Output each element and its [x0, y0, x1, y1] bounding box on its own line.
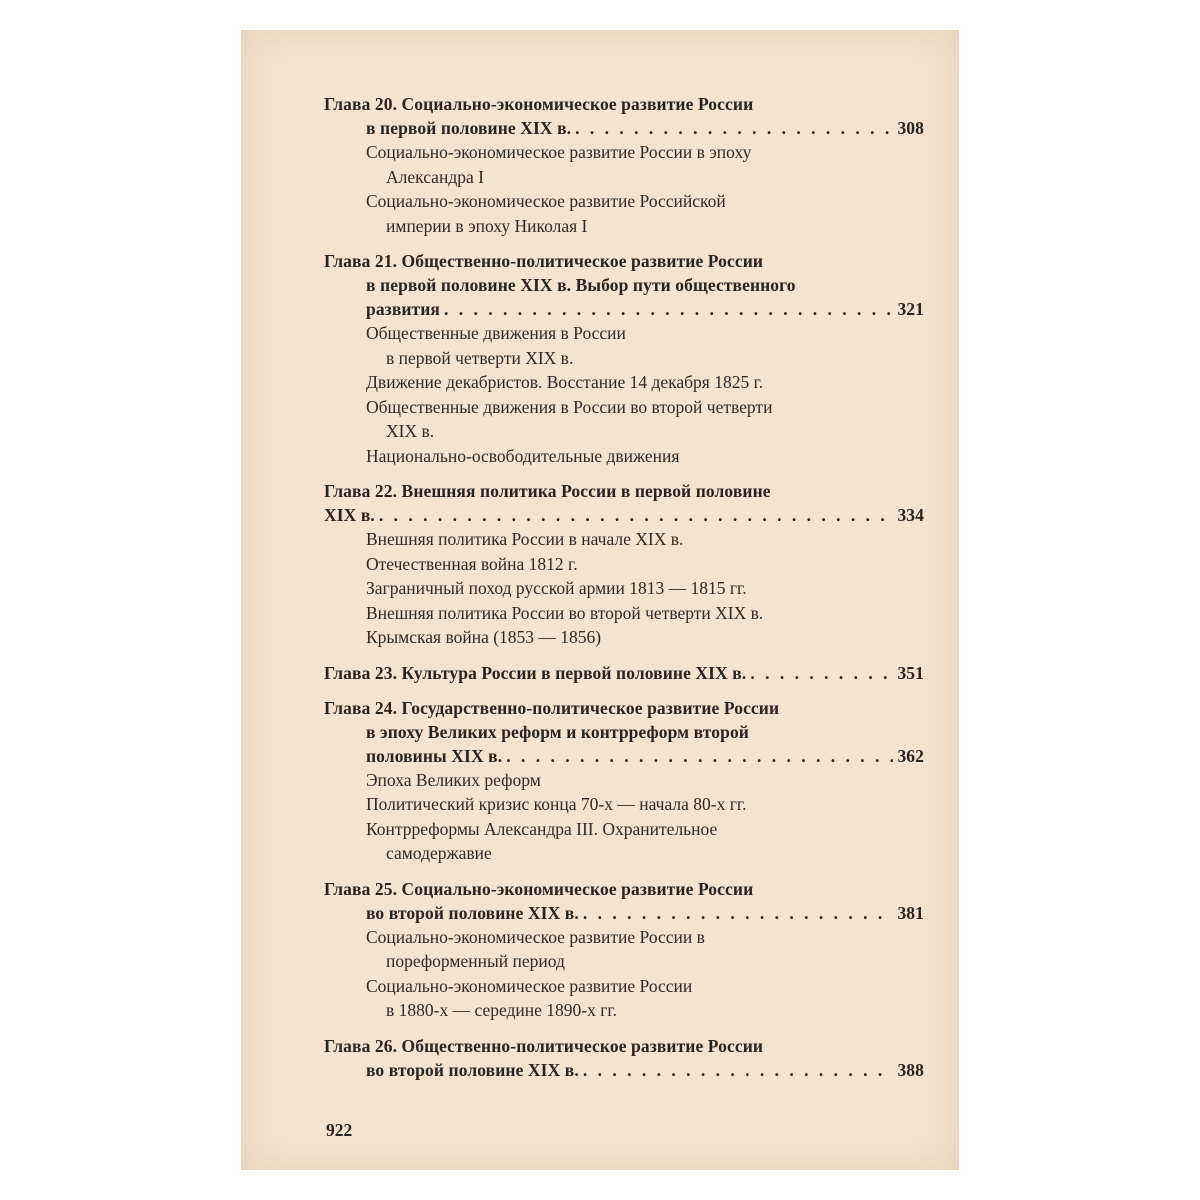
chapter-title-cont [324, 744, 924, 768]
toc-chapter-20 [324, 92, 924, 238]
dot-leader [750, 661, 893, 685]
chapter-title-cont [324, 503, 924, 527]
page-number: 321 [897, 299, 924, 319]
section-title: Социально-экономическое развитие России [366, 975, 693, 996]
chapter-title: Глава 20. Социально-экономическое развитие России [324, 94, 754, 114]
section-title: Отечественная война 1812 г. [366, 553, 578, 574]
chapter-title: Глава 24. Государственно-политическое развитие России [324, 697, 780, 718]
chapter-title-cont [324, 116, 924, 140]
dot-leader [506, 744, 893, 768]
chapter-title-text: во второй половине XIX в. [366, 1059, 579, 1080]
toc-chapter-24 [324, 696, 924, 866]
toc-chapter-26 [324, 1034, 924, 1082]
page-number: 351 [897, 662, 924, 683]
chapter-title: Глава 26. Общественно-политическое развитие России [324, 1035, 764, 1056]
section-title: Общественные движения в России [366, 323, 626, 343]
chapter-title-cont [324, 901, 924, 925]
chapter-title-text: во второй половине XIX в. [366, 902, 579, 923]
section-title-cont: в первой четверти XIX в. [386, 347, 574, 368]
chapter-title-cont: в эпоху Великих реформ и контрреформ второй [366, 721, 749, 742]
chapter-title: Глава 25. Социально-экономическое развитие России [324, 878, 754, 899]
page-number: 362 [897, 745, 924, 766]
section-title: Социально-экономическое развитие Российской [366, 191, 726, 211]
dot-leader [379, 503, 894, 527]
page-number: 381 [897, 902, 924, 923]
toc-chapter-21 [324, 249, 924, 468]
chapter-title-text: в первой половине XIX в. [366, 118, 572, 138]
chapter-title-text: половины XIX в. [366, 745, 503, 766]
section-title: Внешняя политика России в начале XIX в. [366, 529, 684, 549]
section-title-cont: пореформенный период [386, 951, 565, 971]
section-title: Социально-экономическое развитие России в [366, 926, 705, 947]
section-title-cont: XIX в. [386, 421, 435, 441]
section-title-cont: империи в эпоху Николая I [386, 215, 588, 236]
section-title-cont: самодержавие [386, 843, 492, 863]
section-title: Общественные движения в России во второй четверти [366, 396, 773, 417]
section-title: Контрреформы Александра III. Охранительное [366, 818, 718, 839]
chapter-title-text: XIX в. [324, 505, 375, 525]
section-title: Социально-экономическое развитие России в эпоху [366, 142, 752, 162]
chapter-title-cont [324, 1058, 924, 1082]
page-number: 334 [897, 505, 924, 525]
dot-leader [583, 1058, 894, 1082]
chapter-title-cont [324, 297, 924, 321]
section-title: Заграничный поход русской армии 1813 — 1815 гг. [366, 578, 747, 598]
chapter-title: Глава 21. Общественно-политическое развитие России [324, 251, 764, 271]
page-number: 308 [897, 118, 924, 138]
section-title: Политический кризис конца 70-х — начала 80-х гг. [366, 794, 747, 814]
toc-chapter-25 [324, 877, 924, 1023]
chapter-title-cont: в первой половине XIX в. Выбор пути общественного [366, 275, 796, 295]
dot-leader [583, 901, 894, 925]
book-page [241, 30, 959, 1170]
dot-leader [575, 116, 893, 140]
chapter-title: Глава 22. Внешняя политика России в первой половине [324, 481, 771, 501]
chapter-title-line [324, 661, 924, 685]
dot-leader [444, 297, 893, 321]
table-of-contents [324, 92, 924, 1093]
section-title: Эпоха Великих реформ [366, 769, 541, 790]
chapter-title-text: развития [366, 299, 440, 319]
section-title: Крымская война (1853 — 1856) [366, 627, 602, 647]
toc-chapter-22 [324, 479, 924, 650]
chapter-title: Глава 23. Культура России в первой половине XIX в. [324, 662, 747, 683]
page-number: 388 [897, 1059, 924, 1080]
section-title: Национально-освободительные движения [366, 445, 680, 466]
section-title-cont: Александра I [386, 166, 484, 187]
section-title: Движение декабристов. Восстание 14 декабря 1825 г. [366, 372, 764, 392]
page-folio-number: 922 [326, 1120, 353, 1140]
toc-chapter-23 [324, 661, 924, 685]
section-title: Внешняя политика России во второй четверти XIX в. [366, 602, 764, 623]
section-title-cont: в 1880-х — середине 1890-х гг. [386, 1000, 617, 1020]
